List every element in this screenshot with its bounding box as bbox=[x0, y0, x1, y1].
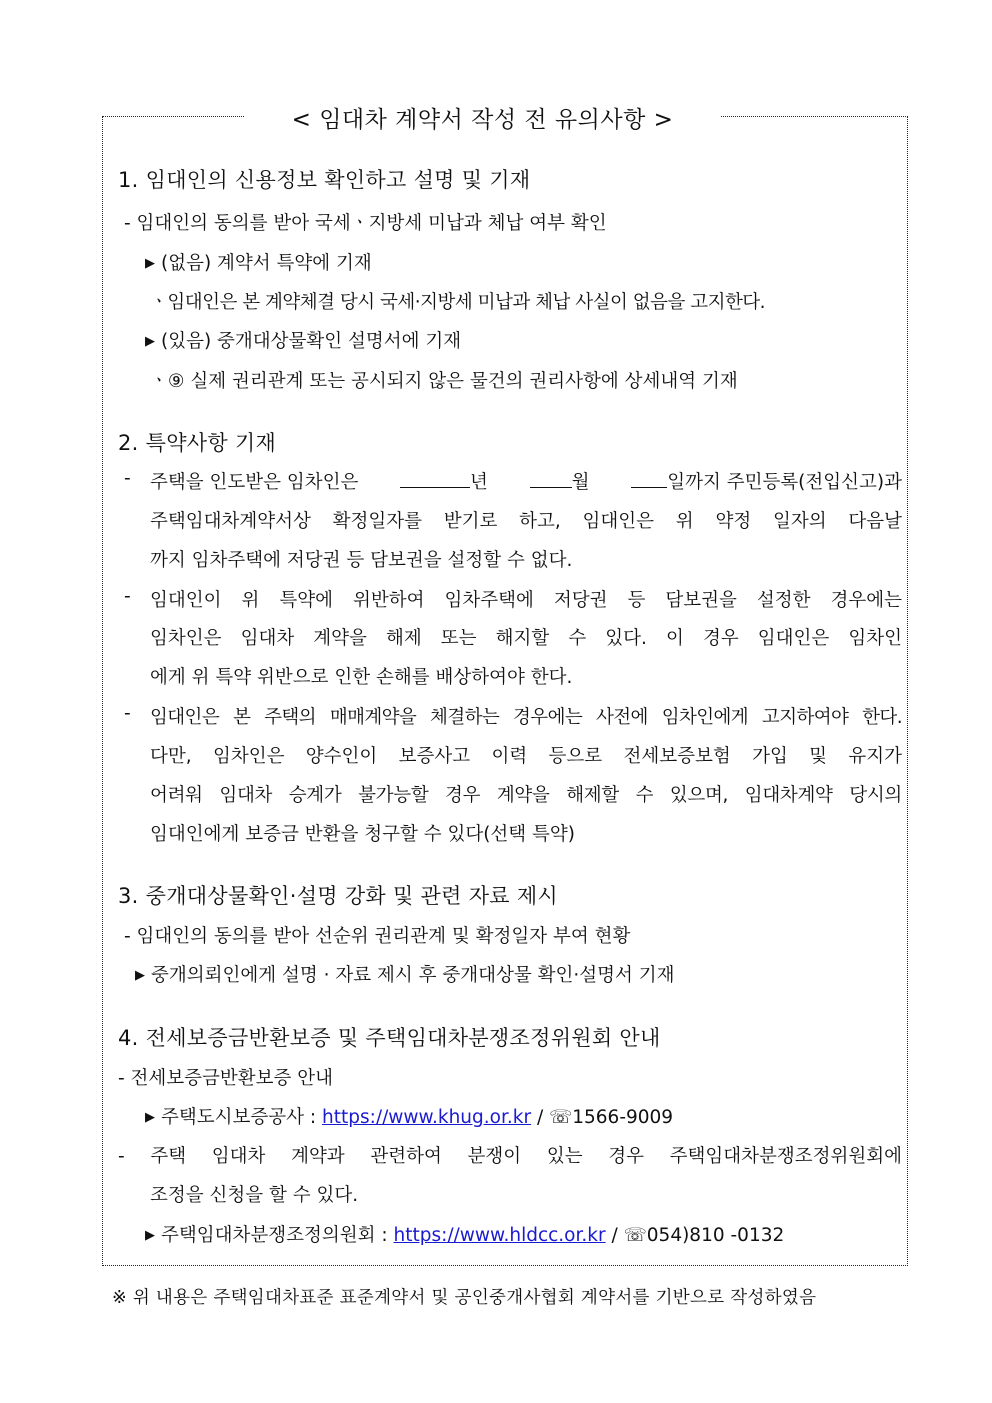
day-blank[interactable] bbox=[631, 473, 667, 488]
triangle-bullet-icon: ▶ bbox=[145, 1228, 155, 1243]
section-2-item-2-line-2: 임차인은 임대차 계약을 해제 또는 해지할 수 있다. 이 경우 임대인은 임차인 bbox=[150, 628, 902, 649]
footnote: ※ 위 내용은 주택임대차표준 표준계약서 및 공인중개사협회 계약서를 기반으로 작성하였음 bbox=[112, 1288, 817, 1308]
section-2-item-1-line-2: 주택임대차계약서상 확정일자를 받기로 하고, 임대인은 위 약정 일자의 다음날 bbox=[150, 511, 902, 532]
year-blank[interactable] bbox=[400, 473, 470, 488]
section-1-item-3: ㆍ임대인은 본 계약체결 당시 국세·지방세 미납과 체납 사실이 없음을 고지한다. bbox=[150, 292, 766, 313]
section-2-item-3-line-2: 다만, 임차인은 양수인이 보증사고 이력 등으로 전세보증보험 가입 및 유지가 bbox=[150, 746, 902, 767]
section-4-hldcc-row bbox=[145, 1221, 784, 1247]
month-blank[interactable] bbox=[530, 473, 572, 488]
section-1-heading: 1. 임대인의 신용정보 확인하고 설명 및 기재 bbox=[118, 168, 531, 192]
section-1-item-5: ㆍ⑨ 실제 권리관계 또는 공시되지 않은 물건의 권리사항에 상세내역 기재 bbox=[150, 371, 738, 392]
triangle-bullet-icon: ▶ bbox=[145, 256, 155, 271]
section-3-heading: 3. 중개대상물확인·설명 강화 및 관련 자료 제시 bbox=[118, 884, 559, 908]
triangle-bullet-icon: ▶ bbox=[135, 968, 145, 983]
section-4-item-4: 조정을 신청을 할 수 있다. bbox=[150, 1185, 359, 1206]
section-4-item-1: - 전세보증금반환보증 안내 bbox=[118, 1068, 334, 1089]
section-4-khug-row bbox=[145, 1103, 673, 1129]
hldcc-link[interactable]: https://www.hldcc.or.kr bbox=[393, 1225, 606, 1246]
section-1-item-2: ▶ (없음) 계약서 특약에 기재 bbox=[145, 253, 372, 274]
triangle-bullet-icon: ▶ bbox=[145, 1110, 155, 1125]
separator: / bbox=[536, 1107, 544, 1128]
section-2-item-3-line-4: 임대인에게 보증금 반환을 청구할 수 있다(선택 특약) bbox=[150, 824, 576, 845]
section-4-heading: 4. 전세보증금반환보증 및 주택임대차분쟁조정위원회 안내 bbox=[118, 1026, 661, 1050]
triangle-bullet-icon: ▶ bbox=[145, 334, 155, 349]
section-2-item-3-line-3: 어려워 임대차 승계가 불가능할 경우 계약을 해제할 수 있으며, 임대차계약 당시의 bbox=[150, 785, 902, 806]
khug-label: 주택도시보증공사 : bbox=[161, 1107, 317, 1128]
hldcc-label: 주택임대차분쟁조정의원회 : bbox=[161, 1225, 388, 1246]
khug-phone: ☏1566-9009 bbox=[549, 1107, 674, 1128]
separator: / bbox=[611, 1225, 618, 1246]
section-4-item-3: - 주택 임대차 계약과 관련하여 분쟁이 있는 경우 주택임대차분쟁조정위원회에 bbox=[118, 1146, 902, 1167]
khug-link[interactable]: https://www.khug.or.kr bbox=[321, 1107, 532, 1128]
section-2-item-1-prefix: - bbox=[124, 468, 131, 489]
section-1-item-1: - 임대인의 동의를 받아 국세ㆍ지방세 미납과 체납 여부 확인 bbox=[124, 213, 607, 234]
section-2-item-2-line-3: 에게 위 특약 위반으로 인한 손해를 배상하여야 한다. bbox=[150, 667, 573, 688]
section-3-item-1: - 임대인의 동의를 받아 선순위 권리관계 및 확정일자 부여 현황 bbox=[124, 926, 631, 947]
hldcc-phone: ☏054)810 -0132 bbox=[623, 1225, 785, 1246]
section-2-item-1-line-3: 까지 임차주택에 저당권 등 담보권을 설정할 수 없다. bbox=[150, 550, 573, 571]
section-1-item-4: ▶ (있음) 중개대상물확인 설명서에 기재 bbox=[145, 331, 462, 352]
section-2-item-3-prefix: - bbox=[124, 703, 131, 724]
page-title: < 임대차 계약서 작성 전 유의사항 > bbox=[291, 107, 674, 133]
section-2-item-2-prefix: - bbox=[124, 586, 131, 607]
section-2-heading: 2. 특약사항 기재 bbox=[118, 431, 277, 455]
section-3-item-2: ▶ 중개의뢰인에게 설명 · 자료 제시 후 중개대상물 확인·설명서 기재 bbox=[135, 965, 675, 986]
section-2-item-1-line-1: 주택을 인도받은 임차인은 년 월 일까지 주민등록(전입신고)과 bbox=[150, 472, 902, 493]
section-2-item-2-line-1: 임대인이 위 특약에 위반하여 임차주택에 저당권 등 담보권을 설정한 경우에는 bbox=[150, 590, 902, 611]
section-2-item-3-line-1: 임대인은 본 주택의 매매계약을 체결하는 경우에는 사전에 임차인에게 고지하여야 한다. bbox=[150, 707, 902, 728]
title-container bbox=[245, 100, 720, 140]
